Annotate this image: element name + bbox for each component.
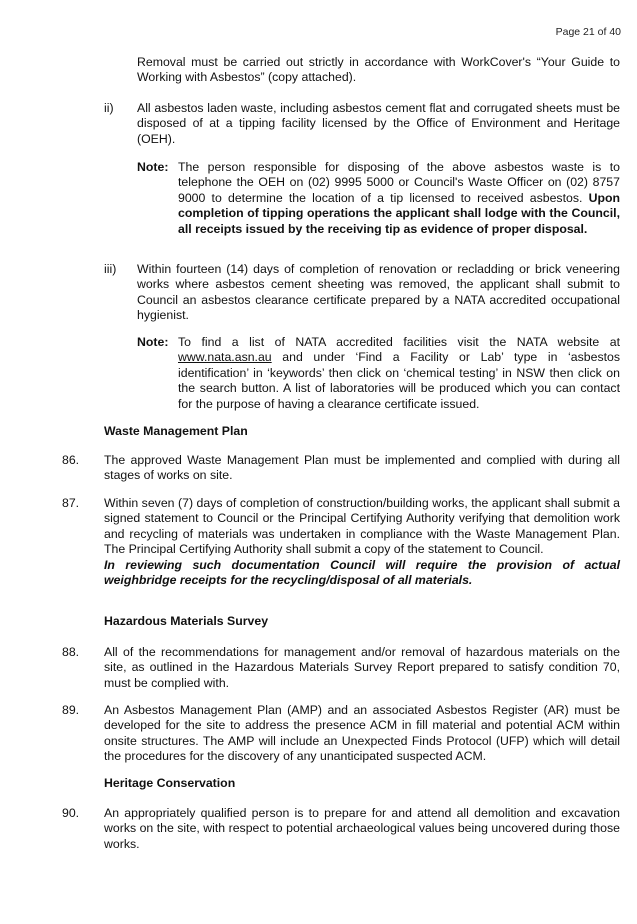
item-iii-note-pre: To find a list of NATA accredited facilities visit the NATA website at: [178, 335, 620, 349]
condition-86-number: 86.: [62, 453, 80, 467]
item-ii-note-bold: Upon completion of tipping operations the applicant shall lodge with the Council, all receipts issued by the receiving tip as evidence of proper disposal.: [178, 190, 620, 236]
item-ii-note-label: Note:: [137, 160, 169, 174]
item-iii-note-post: and under ‘Find a Facility or Lab’ type in ‘asbestos identification’ in ‘keywords’ then click on ‘chemical testing’ in NSW then click on the search button. A list of laboratories will be produced which you can contact for the purpose of having a clearance certificate issued.: [178, 350, 620, 411]
condition-90-number: 90.: [62, 806, 80, 820]
condition-87-text: Within seven (7) days of completion of construction/building works, the applicant shall submit a signed statement to Council or the Principal Certifying Authority verifying that demolition work and recycling of materials was undertaken in compliance with the Waste Management Plan. The Principal Certifying Authority shall submit a copy of the statement to Council.: [104, 496, 620, 557]
item-iii-text: Within fourteen (14) days of completion of renovation or recladding or brick veneering works where asbestos cement sheeting was removed, the applicant shall submit to Council an asbestos clearance certificate prepared by a NATA accredited occupational hygienist.: [137, 262, 620, 323]
condition-87-body: [104, 496, 620, 588]
item-ii-note: [178, 160, 620, 237]
condition-86-text: The approved Waste Management Plan must be implemented and complied with during all stages of works on site.: [104, 453, 620, 483]
heading-waste-management-plan: Waste Management Plan: [104, 424, 248, 438]
condition-87-emphasis: In reviewing such documentation Council will require the provision of actual weighbridge receipts for the recycling/disposal of all materials.: [104, 557, 620, 588]
asbestos-intro: Removal must be carried out strictly in accordance with WorkCover's “Your Guide to Working with Asbestos” (copy attached).: [137, 55, 620, 85]
heading-heritage-conservation: Heritage Conservation: [104, 776, 236, 790]
item-iii-note-label: Note:: [137, 335, 169, 349]
condition-90-text: An appropriately qualified person is to prepare for and attend all demolition and excavation works on the site, with respect to potential archaeological values being uncovered during those works.: [104, 806, 620, 851]
condition-89-number: 89.: [62, 703, 80, 717]
item-ii-text: All asbestos laden waste, including asbestos cement flat and corrugated sheets must be disposed of at a tipping facility licensed by the Office of Environment and Heritage (OEH).: [137, 101, 620, 146]
condition-89-text: An Asbestos Management Plan (AMP) and an associated Asbestos Register (AR) must be developed for the site to address the presence ACM in fill material and potential ACM within onsite structures. The AMP will include an Unexpected Finds Protocol (UFP) which will detail the procedures for the discovery of any unanticipated suspected ACM.: [104, 703, 620, 764]
heading-hazardous-materials-survey: Hazardous Materials Survey: [104, 614, 269, 628]
item-iii-label: iii): [104, 262, 117, 276]
item-iii-note: [178, 335, 620, 412]
item-ii-note-text: The person responsible for disposing of the above asbestos waste is to telephone the OEH on (02) 9995 5000 or Council's Waste Officer on (02) 8757 9000 to determine the location of a tip licensed to received asbestos.: [178, 160, 620, 205]
page-number: Page 21 of 40: [555, 26, 621, 38]
nata-website-link[interactable]: www.nata.asn.au: [178, 350, 272, 365]
condition-88-text: All of the recommendations for management and/or removal of hazardous materials on the site, as outlined in the Hazardous Materials Survey Report prepared to satisfy condition 70, must be complied with.: [104, 645, 620, 690]
condition-88-number: 88.: [62, 645, 80, 659]
condition-87-number: 87.: [62, 496, 80, 510]
item-ii-label: ii): [104, 101, 114, 115]
